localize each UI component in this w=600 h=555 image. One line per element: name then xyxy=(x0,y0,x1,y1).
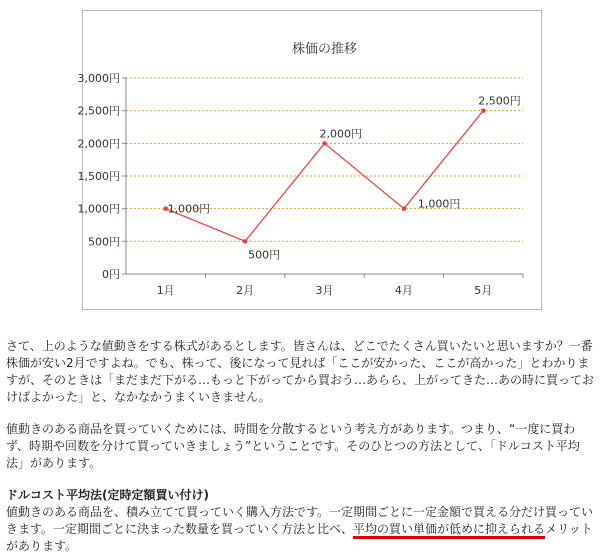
x-tick-label: 3月 xyxy=(315,284,334,297)
chart-title: 株価の推移 xyxy=(291,42,358,57)
article-body xyxy=(6,338,594,555)
y-tick-label: 2,000円 xyxy=(77,137,120,151)
time-diversification-paragraph: 値動きのある商品を買っていくためには、時間を分散するという考え方があります。つまり、“一度に買わず、時期や回数を分けて買っていきましょう”ということです。そのひとつの方法として、「ドルコスト平均法」があります。 xyxy=(6,422,580,470)
stock-price-chart xyxy=(77,10,542,310)
x-tick-label: 5月 xyxy=(474,284,493,297)
data-label: 500円 xyxy=(248,248,281,262)
data-label: 2,000円 xyxy=(319,127,362,141)
x-tick-label: 4月 xyxy=(394,284,413,297)
x-tick-label: 1月 xyxy=(156,284,175,297)
dollar-cost-text-end: メリットがあります。 xyxy=(6,522,593,553)
data-label: 1,000円 xyxy=(417,197,461,211)
data-label: 2,500円 xyxy=(478,94,521,108)
dollar-cost-paragraph xyxy=(6,504,594,555)
dollar-cost-text-start: 値動きのある商品を、積み立てて買っていく購入方法です。一定期間ごとに一定金額で買える分だけ買っていきます。一定期間ごとに決まった数量を買っていく方法と比べ、 xyxy=(6,505,594,536)
data-point xyxy=(243,239,247,243)
highlighted-benefit: 平均の買い単価が低めに抑えられる xyxy=(353,522,546,536)
data-point xyxy=(323,141,327,145)
dollar-cost-heading: ドルコスト平均法(定時定額買い付け) xyxy=(6,488,209,502)
y-tick-label: 3,000円 xyxy=(77,72,120,85)
line-chart xyxy=(77,11,541,309)
y-tick-label: 1,500円 xyxy=(77,170,120,183)
data-point xyxy=(481,109,485,113)
y-tick-label: 500円 xyxy=(88,235,120,249)
intro-paragraph: さて、上のような値動きをする株式があるとします。皆さんは、どこでたくさん買いたいと思いますか？一番株価が安い2月ですよね。でも、株って、後になって見れば「ここが安かった、ここが高かった」とわかりますが、そのときは「まだまだ下がる…もっと下がってから買おう…あらら、上がってきた…あの時に買っておけばよかった」と、なかなかうまくいきません。 xyxy=(6,339,595,404)
y-tick-label: 2,500円 xyxy=(77,104,120,118)
x-tick-label: 2月 xyxy=(236,284,255,297)
data-point xyxy=(402,207,406,211)
y-tick-label: 1,000円 xyxy=(77,202,120,216)
y-tick-label: 0円 xyxy=(102,268,120,281)
data-label: 1,000円 xyxy=(167,202,211,216)
